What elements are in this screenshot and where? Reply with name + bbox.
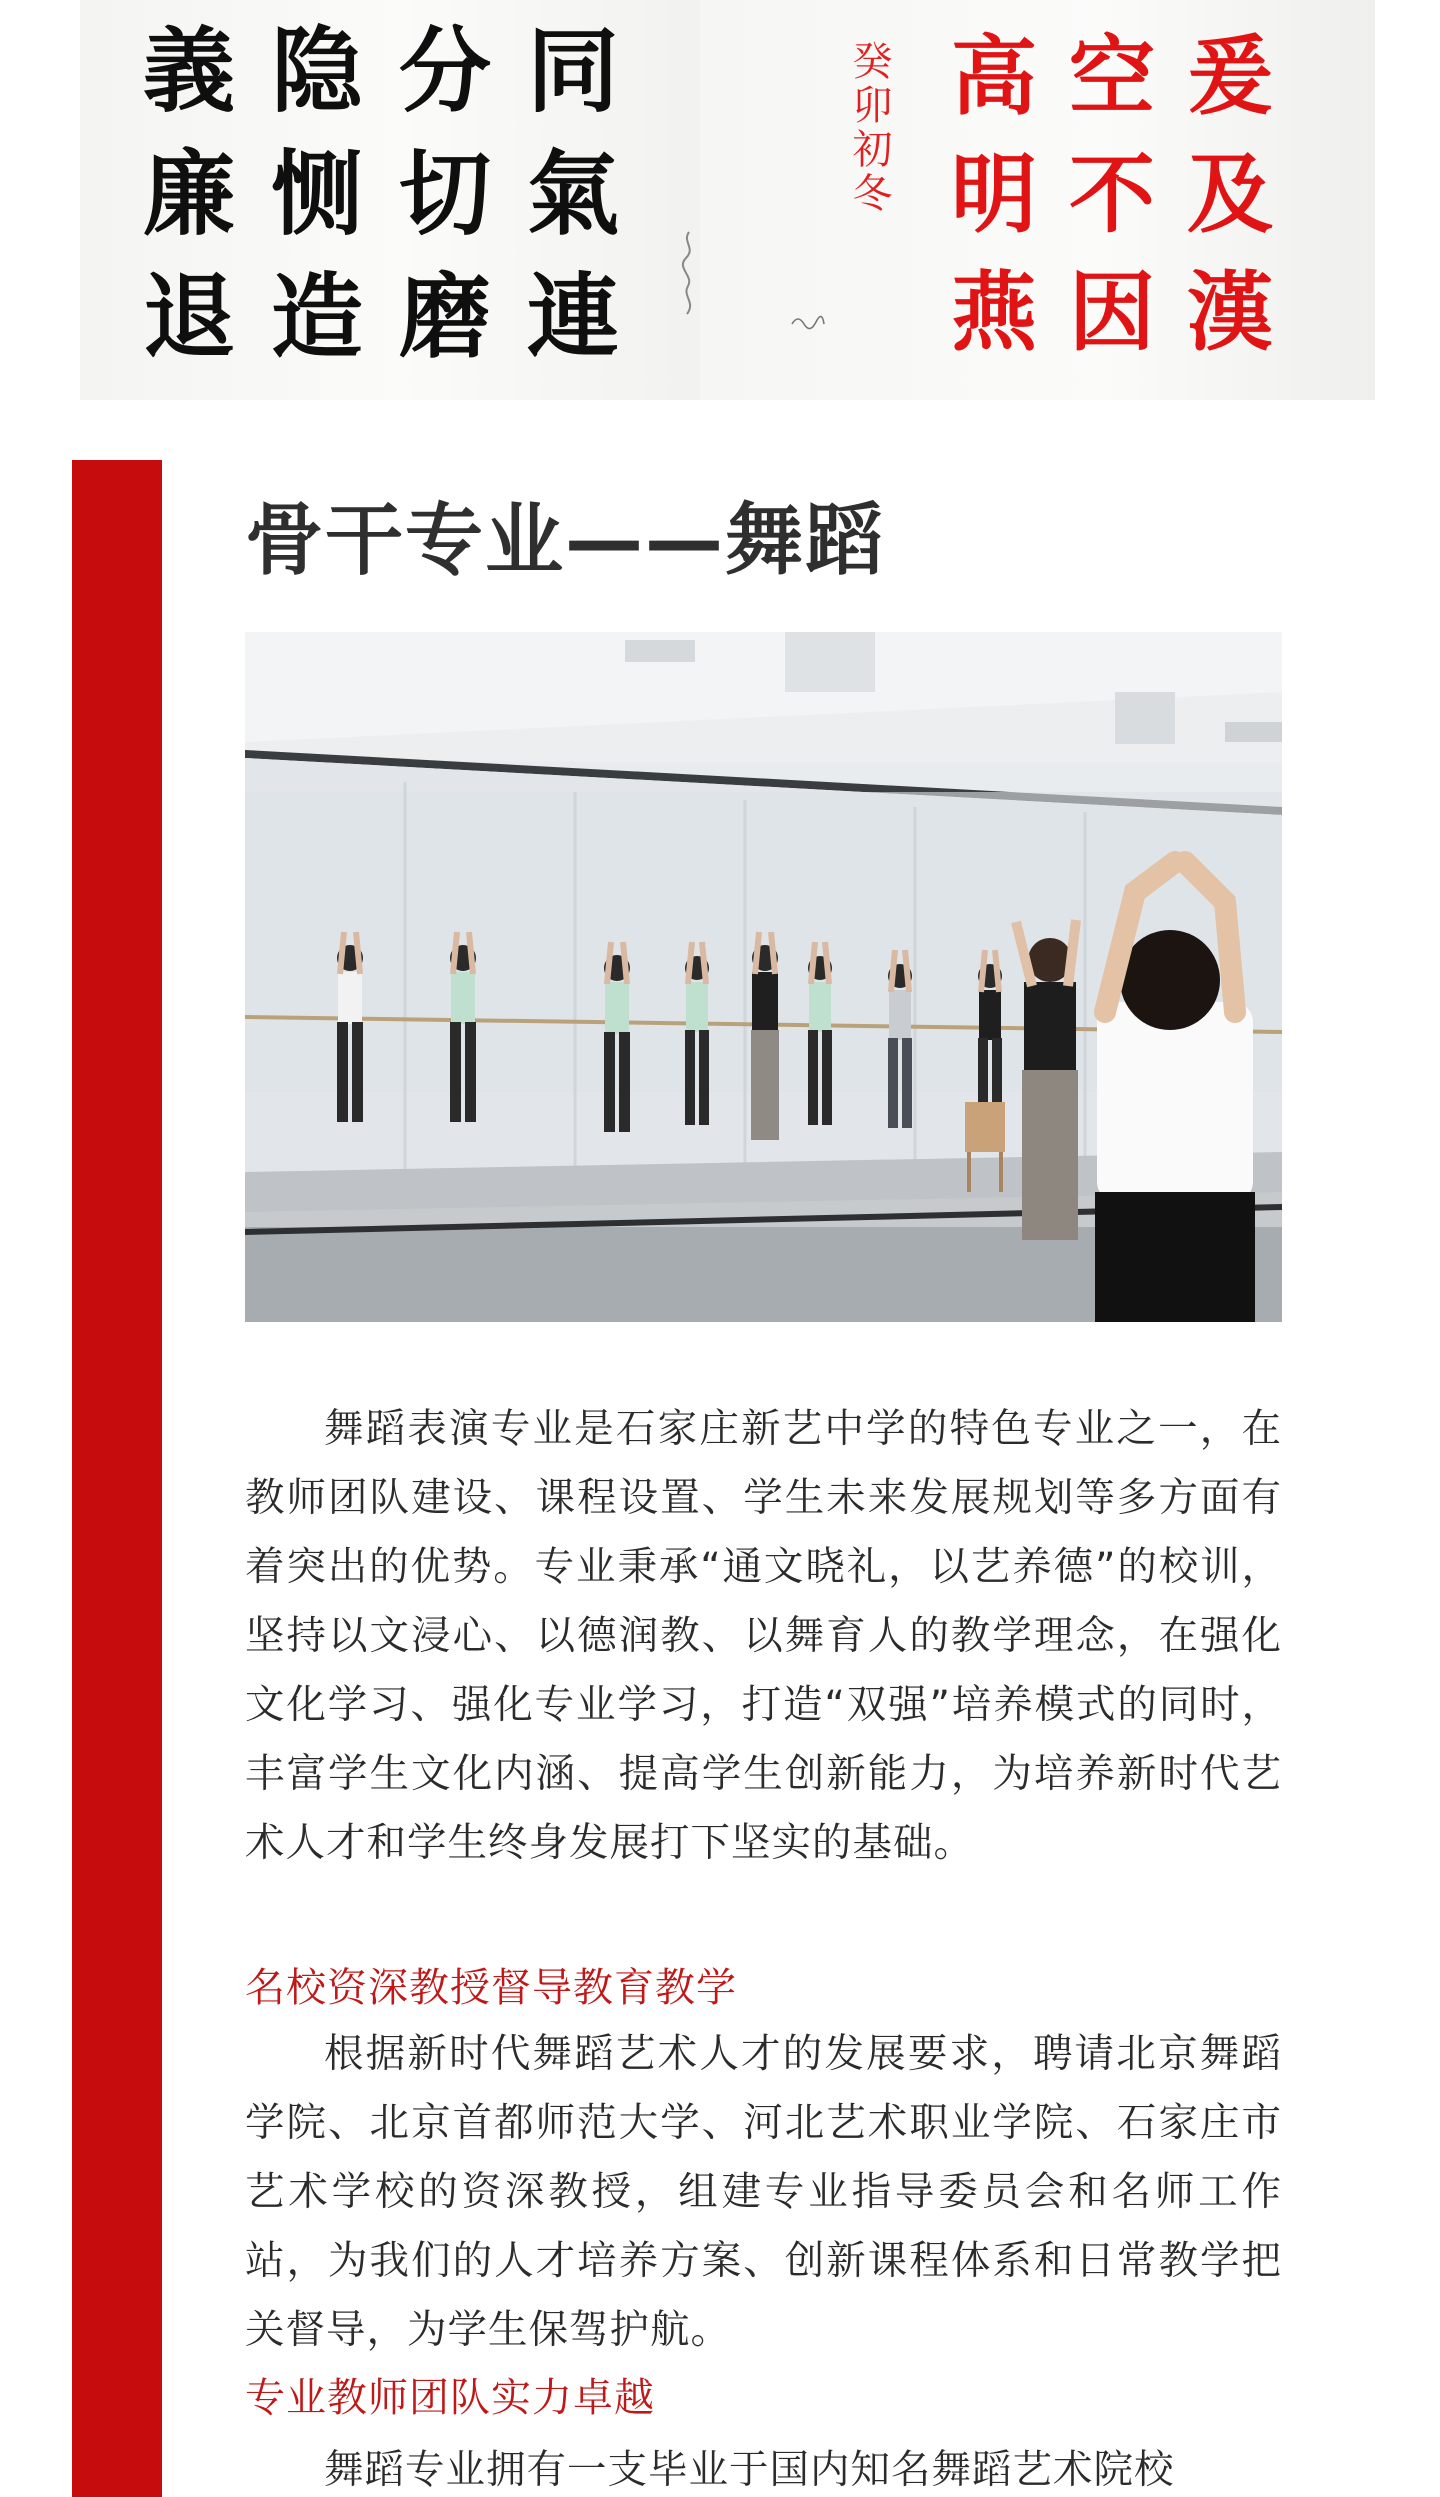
professors-paragraph [245, 2020, 1282, 2365]
calligraphy-char: 高 [951, 26, 1037, 127]
calligraphy-signature [670, 228, 704, 318]
calligraphy-char: 漢 [1187, 262, 1273, 363]
calligraphy-char: 明 [951, 144, 1037, 245]
calligraphy-char: 恻 [270, 140, 363, 248]
paragraph-text: 舞蹈表演专业是石家庄新艺中学的特色专业之一，在教师团队建设、课程设置、学生未来发展规划等多方面有着突出的优势。专业秉承“通文晓礼，以艺养德”的校训，坚持以文浸心、以德润教、以舞育人的教学理念，在强化文化学习、强化专业学习，打造“双强”培养模式的同时，丰富学生文化内涵、提高学生创新能力，为培养新时代艺术人才和学生终身发展打下坚实的基础。 [245, 1406, 1282, 1866]
calligraphy-char: 隐 [270, 17, 363, 125]
calligraphy-char: 同 [526, 17, 619, 125]
signature-scribble-icon [674, 228, 704, 318]
calligraphy-red-characters [935, 18, 1289, 372]
accent-side-bar [72, 460, 162, 2497]
page-title: 骨干专业——舞蹈 [245, 496, 886, 586]
calligraphy-char: 氣 [526, 140, 619, 248]
calligraphy-char: 分 [398, 17, 491, 125]
section-heading-professors: 名校资深教授督导教育教学 [245, 1965, 737, 2011]
calligraphy-inscription: 癸卯初冬 [846, 40, 892, 216]
calligraphy-char: 義 [142, 17, 235, 125]
calligraphy-banner [0, 0, 1440, 420]
dance-class-photo [245, 632, 1282, 1322]
calligraphy-char: 退 [142, 263, 235, 371]
calligraphy-char: 爰 [1187, 26, 1273, 127]
section-heading-teachers: 专业教师团队实力卓越 [245, 2375, 655, 2421]
calligraphy-char: 不 [1069, 144, 1155, 245]
calligraphy-char: 空 [1069, 26, 1155, 127]
calligraphy-char: 連 [526, 263, 619, 371]
intro-paragraph [245, 1395, 1282, 1878]
seal-scribble-icon [790, 312, 826, 332]
calligraphy-char: 燕 [951, 262, 1037, 363]
dance-studio-illustration [245, 632, 1282, 1322]
paragraph-text: 根据新时代舞蹈艺术人才的发展要求，聘请北京舞蹈学院、北京首都师范大学、河北艺术职业学院、石家庄市艺术学校的资深教授，组建专业指导委员会和名师工作站，为我们的人才培养方案、创新课程体系和日常教学把关督导，为学生保驾护航。 [245, 2031, 1282, 2353]
calligraphy-seal [790, 312, 826, 336]
paragraph-text: 舞蹈专业拥有一支毕业于国内知名舞蹈艺术院校 [324, 2447, 1175, 2493]
calligraphy-char: 及 [1187, 144, 1273, 245]
calligraphy-char: 因 [1069, 262, 1155, 363]
calligraphy-char: 廉 [142, 140, 235, 248]
calligraphy-black-characters [125, 10, 637, 379]
calligraphy-char: 造 [270, 263, 363, 371]
teachers-paragraph [245, 2436, 1282, 2497]
calligraphy-char: 切 [398, 140, 491, 248]
calligraphy-char: 磨 [398, 263, 491, 371]
